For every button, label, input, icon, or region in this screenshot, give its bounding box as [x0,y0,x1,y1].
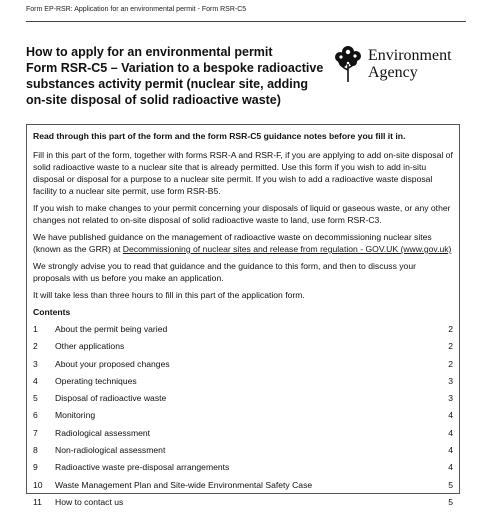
paragraph-advice: We strongly advise you to read that guidance and the guidance to this form, and then to discuss your proposals with us before you make an application. [33,261,416,283]
contents-item-number: 8 [33,445,38,456]
environment-agency-tree-icon [332,44,364,84]
contents-item-page: 4 [448,427,453,438]
contents-item[interactable] [33,392,453,409]
guidance-link[interactable]: Decommissioning of nuclear sites and release from regulation - GOV.UK (www.gov.uk) [122,244,452,254]
paragraph-other-changes: If you wish to make changes to your permit concerning your disposals of liquid or gaseous waste, or any other changes not related to on-site disposal of solid radioactive waste to land, use form RSR-C3. [33,203,451,225]
environment-agency-logo [332,44,472,86]
page-title: How to apply for an environmental permit [26,45,273,59]
contents-item-number: 6 [33,410,38,421]
contents-item-title: Non-radiological assessment [55,445,166,456]
instructions-box [26,124,460,507]
contents-item-number: 4 [33,375,38,386]
running-header: Form EP-RSR: Application for an environmental permit - Form RSR-C5 [26,6,247,13]
form-subtitle: Form RSR-C5 – Variation to a bespoke radioactive substances activity permit (nuclear site, adding on-site disposal of solid radioactive waste) [26,61,324,107]
contents-item[interactable] [33,358,453,375]
contents-item-page: 4 [448,462,453,473]
contents-item-page: 5 [448,479,453,490]
contents-item[interactable] [33,409,453,426]
contents-item[interactable] [33,323,453,340]
contents-item-number: 1 [33,324,38,334]
contents-item-number: 7 [33,427,38,438]
title-block [26,44,326,108]
contents-item-title: Radioactive waste pre-disposal arrangements [55,462,230,473]
contents-item-page: 2 [448,341,453,352]
paragraph-when-to-use: Fill in this part of the form, together with forms RSR-A and RSR-F, if you are applying to add on-site disposal of solid radioactive waste to a nuclear site that is already permitted. Use this form if you wish to add in-situ disposal or disposal for a purpose to a nuclear site permit. If you wish to add a radioactive waste disposal facility to a nuclear site permit, use form RSR-B5. [33,150,453,196]
contents-item-page: 2 [448,324,453,334]
contents-item-page: 3 [448,393,453,404]
contents-item-title: How to contact us [55,496,124,507]
contents-item-number: 3 [33,358,38,369]
contents-item-title: About the permit being varied [55,324,168,334]
contents-item[interactable] [33,496,453,513]
contents-item-title: Disposal of radioactive waste [55,393,167,404]
contents-list [33,323,453,513]
contents-item-title: Other applications [55,341,125,352]
contents-item-page: 4 [448,445,453,456]
contents-item[interactable] [33,444,453,461]
contents-item-title: Operating techniques [55,375,137,386]
contents-item-number: 10 [33,479,43,490]
contents-item-title: Monitoring [55,410,96,421]
logo-wordmark: Environment Agency [368,47,452,81]
paragraph-guidance: We have published guidance on the management of radioactive waste on decommissioning nuclear sites (known as the GRR) at Decommissioning of nuclear sites and release from regulation - GOV.UK (www.gov.uk) [33,232,452,254]
paragraph-time-estimate: It will take less than three hours to fill in this part of the application form. [33,290,305,300]
contents-item[interactable] [33,427,453,444]
contents-item-title: Waste Management Plan and Site-wide Environmental Safety Case [55,479,313,490]
contents-item-number: 9 [33,462,38,473]
contents-item-title: Radiological assessment [55,427,151,438]
intro-instruction: Read through this part of the form and the form RSR-C5 guidance notes before you fill it in. [33,131,406,141]
contents-item[interactable] [33,375,453,392]
contents-item[interactable] [33,479,453,496]
contents-item-page: 4 [448,410,453,421]
header-divider [26,21,466,22]
contents-item-title: About your proposed changes [55,358,170,369]
contents-item-number: 2 [33,341,38,352]
contents-item-page: 5 [448,496,453,507]
contents-item[interactable] [33,461,453,478]
contents-item-number: 11 [33,496,42,507]
contents-item-page: 2 [448,358,453,369]
contents-item-page: 3 [448,375,453,386]
contents-heading: Contents [33,307,71,317]
contents-item-number: 5 [33,393,38,404]
contents-item[interactable] [33,340,453,357]
